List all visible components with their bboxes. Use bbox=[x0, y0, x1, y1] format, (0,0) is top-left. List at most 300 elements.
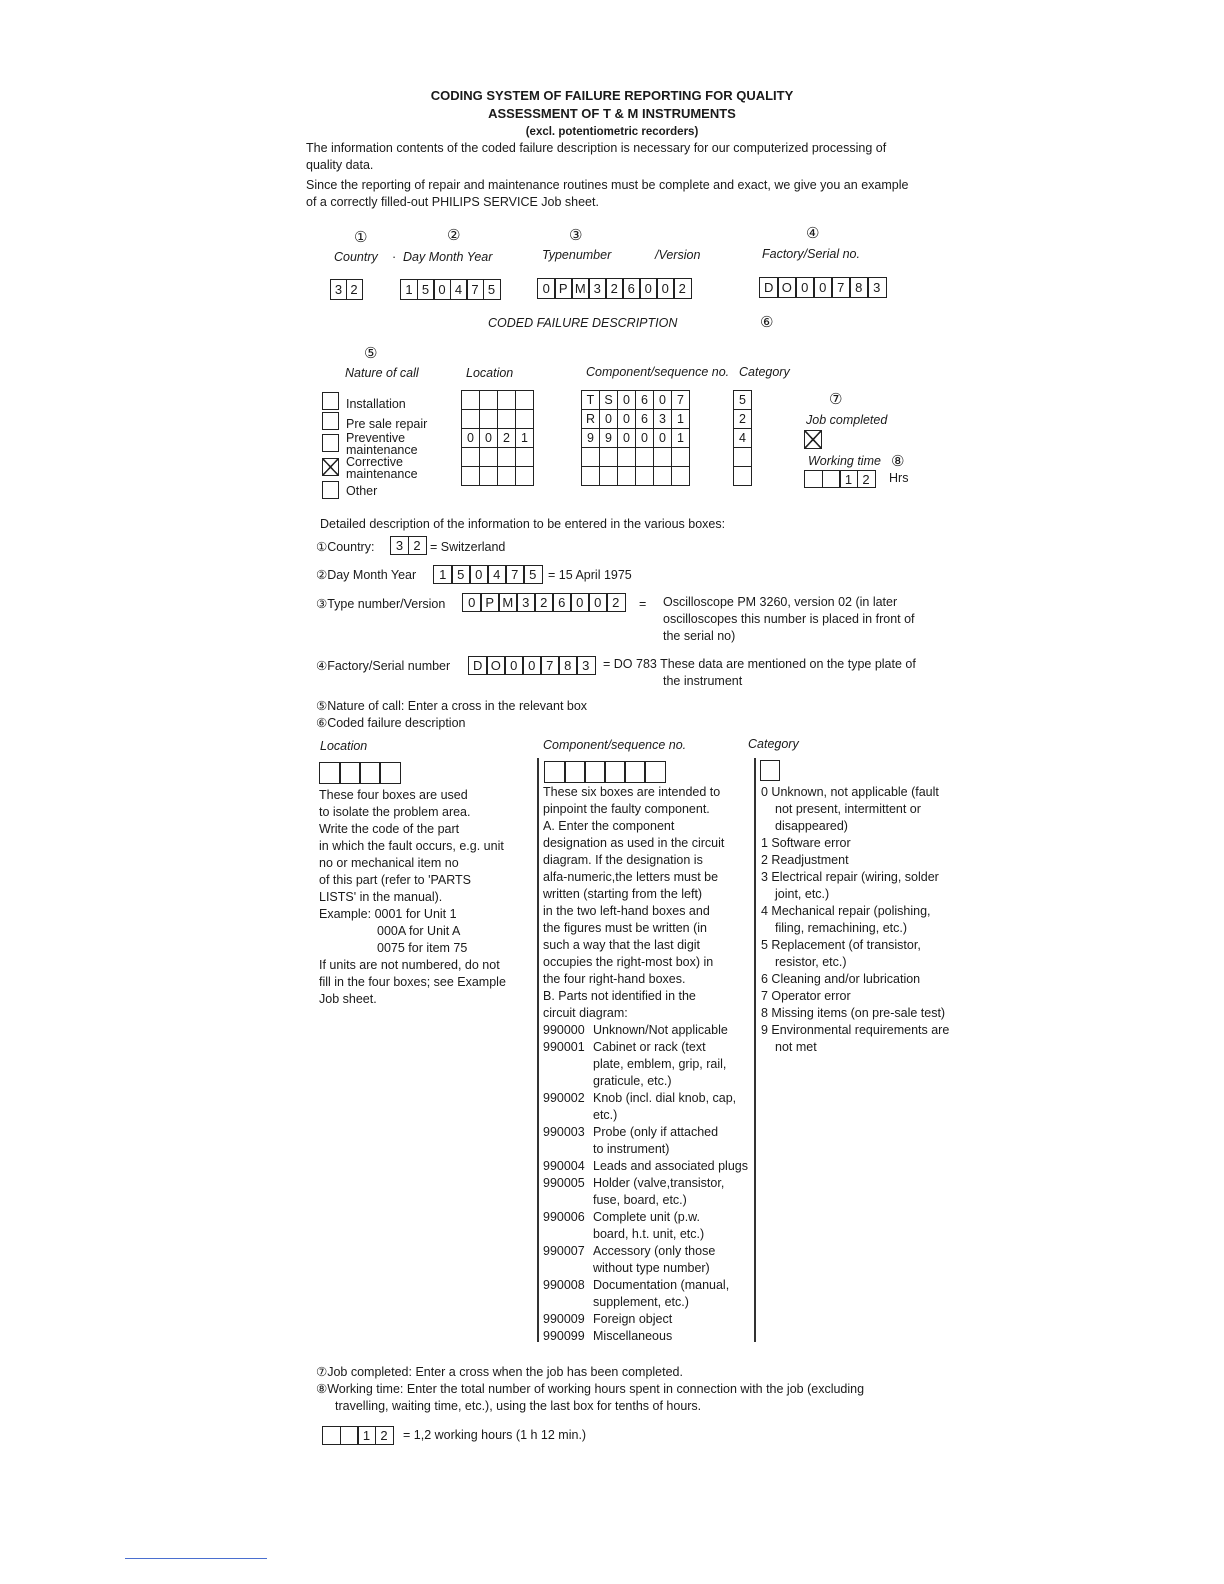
grid-cell bbox=[516, 410, 534, 429]
code-cell bbox=[624, 761, 646, 783]
bottom-rule bbox=[125, 1558, 267, 1559]
code-value: 990004 bbox=[543, 1159, 585, 1173]
grid-cell bbox=[498, 410, 516, 429]
code-description: Miscellaneous bbox=[593, 1329, 673, 1343]
code-value: 990002 bbox=[543, 1091, 585, 1105]
text-line: designation as used in the circuit bbox=[543, 836, 725, 850]
coded-failure-heading: CODED FAILURE DESCRIPTION bbox=[488, 316, 678, 330]
detail-country-boxes bbox=[390, 536, 427, 555]
label-country: Country bbox=[334, 250, 378, 264]
code-cell: 3 bbox=[588, 278, 607, 299]
code-line bbox=[543, 1192, 753, 1209]
grid-cell: 6 bbox=[636, 391, 654, 410]
detail-country-label: ①Country: bbox=[316, 540, 375, 554]
grid-cell: 9 bbox=[582, 429, 600, 448]
text-line: 3 Electrical repair (wiring, solder bbox=[761, 870, 939, 884]
grid-cell bbox=[734, 448, 752, 467]
column-category-box bbox=[760, 760, 780, 781]
grid-cell: 4 bbox=[734, 429, 752, 448]
code-description: to instrument) bbox=[593, 1142, 670, 1156]
footer-job-completed: ⑦Job completed: Enter a cross when the job has been completed. bbox=[316, 1365, 683, 1379]
code-cell bbox=[379, 762, 401, 784]
intro-paragraph-2: Since the reporting of repair and maintenance routines must be complete and exact, we give you an example of a correctly filled-out PHILIPS SERVICE Job sheet. bbox=[306, 178, 909, 209]
text-line: joint, etc.) bbox=[775, 887, 830, 901]
code-description: Documentation (manual, bbox=[593, 1278, 730, 1292]
code-cell: 2 bbox=[606, 593, 626, 612]
code-cell: 2 bbox=[408, 536, 427, 555]
text-line: These four boxes are used bbox=[319, 788, 468, 802]
code-line bbox=[543, 1107, 753, 1124]
component-grid bbox=[581, 390, 690, 486]
text-line: 9 Environmental requirements are bbox=[761, 1023, 950, 1037]
column-category-title: Category bbox=[748, 737, 799, 751]
grid-cell bbox=[600, 467, 618, 486]
code-cell bbox=[584, 761, 606, 783]
code-cell: 0 bbox=[504, 656, 524, 675]
code-description: etc.) bbox=[593, 1108, 618, 1122]
grid-cell bbox=[480, 410, 498, 429]
code-value bbox=[543, 1141, 593, 1158]
grid-cell bbox=[636, 467, 654, 486]
marker-3: ③ bbox=[569, 227, 583, 244]
text-line: fill in the four boxes; see Example bbox=[319, 975, 506, 989]
title-line-3: (excl. potentiometric recorders) bbox=[525, 126, 699, 138]
label-dot: · bbox=[392, 250, 397, 264]
marker-6: ⑥ bbox=[760, 314, 774, 331]
code-description: Leads and associated plugs bbox=[593, 1159, 748, 1173]
grid-cell bbox=[672, 448, 690, 467]
code-cell: 0 bbox=[639, 278, 658, 299]
code-cell bbox=[319, 762, 341, 784]
marker-5: ⑤ bbox=[364, 345, 378, 362]
grid-cell bbox=[618, 467, 636, 486]
grid-cell bbox=[600, 448, 618, 467]
grid-cell bbox=[462, 391, 480, 410]
code-line bbox=[543, 1158, 753, 1175]
code-cell: P bbox=[480, 593, 500, 612]
code-cell bbox=[644, 761, 666, 783]
text-line: to isolate the problem area. bbox=[319, 805, 471, 819]
code-description: without type number) bbox=[593, 1261, 710, 1275]
code-cell: O bbox=[486, 656, 506, 675]
text-line: pinpoint the faulty component. bbox=[543, 802, 710, 816]
code-line bbox=[543, 1226, 753, 1243]
grid-cell bbox=[734, 467, 752, 486]
text-line: Write the code of the part bbox=[319, 822, 460, 836]
grid-cell bbox=[582, 448, 600, 467]
code-cell: 6 bbox=[552, 593, 572, 612]
code-cell: D bbox=[468, 656, 488, 675]
grid-cell: 0 bbox=[654, 429, 672, 448]
code-cell: 0 bbox=[522, 656, 542, 675]
detail-type-eq: = bbox=[639, 597, 647, 611]
marker-8: ⑧ bbox=[891, 453, 905, 470]
code-value bbox=[543, 1294, 593, 1311]
text-line: circuit diagram: bbox=[543, 1006, 628, 1020]
text-line: the figures must be written (in bbox=[543, 921, 707, 935]
code-cell bbox=[322, 1426, 341, 1445]
grid-cell: 0 bbox=[462, 429, 480, 448]
grid-cell bbox=[498, 467, 516, 486]
grid-cell bbox=[480, 467, 498, 486]
text-line: These six boxes are intended to bbox=[543, 785, 721, 799]
code-description: graticule, etc.) bbox=[593, 1074, 672, 1088]
intro-paragraph-1: The information contents of the coded failure description is necessary for our computerized processing of quality data. bbox=[306, 141, 887, 172]
checkbox-pre-sale[interactable] bbox=[322, 412, 339, 430]
marker-1: ① bbox=[354, 229, 368, 246]
grid-cell bbox=[582, 467, 600, 486]
column-location-boxes bbox=[319, 762, 401, 784]
detail-nature: ⑤Nature of call: Enter a cross in the relevant box bbox=[316, 699, 588, 713]
label-typenumber: Typenumber bbox=[542, 248, 612, 262]
text-line: disappeared) bbox=[775, 819, 848, 833]
grid-cell: 0 bbox=[636, 429, 654, 448]
code-line bbox=[543, 1141, 753, 1158]
detail-serial-result: = DO 783 These data are mentioned on the type plate of the instrument bbox=[603, 657, 916, 688]
detail-coded: ⑥Coded failure description bbox=[316, 716, 466, 730]
text-line: written (starting from the left) bbox=[543, 887, 703, 901]
code-line bbox=[543, 1090, 753, 1107]
grid-cell: S bbox=[600, 391, 618, 410]
text-line: 0075 for item 75 bbox=[377, 941, 468, 955]
grid-cell bbox=[462, 448, 480, 467]
date-boxes bbox=[400, 279, 501, 300]
column-location-title: Location bbox=[320, 739, 368, 753]
detail-serial-label: ④Factory/Serial number bbox=[316, 659, 451, 673]
grid-cell: 0 bbox=[480, 429, 498, 448]
text-line: not met bbox=[775, 1040, 817, 1054]
grid-cell: 0 bbox=[654, 391, 672, 410]
code-value bbox=[543, 1107, 593, 1124]
grid-cell bbox=[672, 467, 690, 486]
category-description bbox=[761, 784, 976, 1056]
code-description: Foreign object bbox=[593, 1312, 673, 1326]
grid-cell bbox=[462, 410, 480, 429]
code-cell: 3 bbox=[390, 536, 409, 555]
label-date: Day Month Year bbox=[403, 250, 493, 264]
text-line: alfa-numeric,the letters must be bbox=[543, 870, 719, 884]
location-description bbox=[319, 787, 534, 1008]
code-line bbox=[543, 1039, 753, 1056]
detail-date-result: = 15 April 1975 bbox=[548, 568, 632, 582]
code-line bbox=[543, 1175, 753, 1192]
label-job-completed: Job completed bbox=[806, 413, 888, 427]
code-cell: 8 bbox=[558, 656, 578, 675]
text-line: LISTS' in the manual). bbox=[319, 890, 443, 904]
column-component-title: Component/sequence no. bbox=[543, 738, 687, 752]
country-boxes bbox=[330, 279, 363, 300]
code-line bbox=[543, 1022, 753, 1039]
label-serial: Factory/Serial no. bbox=[762, 247, 860, 261]
code-cell bbox=[564, 761, 586, 783]
detail-type-label: ③Type number/Version bbox=[316, 597, 446, 611]
code-description: Unknown/Not applicable bbox=[593, 1023, 728, 1037]
checkbox-installation[interactable] bbox=[322, 392, 339, 410]
code-cell bbox=[359, 762, 381, 784]
grid-cell bbox=[462, 467, 480, 486]
grid-cell: 7 bbox=[672, 391, 690, 410]
checkbox-job-completed[interactable] bbox=[804, 430, 822, 449]
code-line bbox=[543, 1243, 753, 1260]
grid-cell: 0 bbox=[600, 410, 618, 429]
text-line: diagram. If the designation is bbox=[543, 853, 703, 867]
text-line: Example: 0001 for Unit 1 bbox=[319, 907, 457, 921]
label-version: /Version bbox=[655, 248, 701, 262]
code-value: 990000 bbox=[543, 1023, 585, 1037]
code-cell: 3 bbox=[330, 279, 347, 300]
code-description: board, h.t. unit, etc.) bbox=[593, 1227, 705, 1241]
detail-type-boxes bbox=[462, 593, 626, 612]
grid-cell: 1 bbox=[672, 410, 690, 429]
label-hrs: Hrs bbox=[889, 471, 909, 485]
text-line: not present, intermittent or bbox=[775, 802, 921, 816]
grid-cell: 5 bbox=[734, 391, 752, 410]
detail-serial-boxes bbox=[468, 656, 596, 675]
footer-working-time: ⑧Working time: Enter the total number of working hours spent in connection with the job (excluding travelling, waiting time, etc.), using the last box for tenths of hours. bbox=[316, 1382, 865, 1413]
code-cell bbox=[544, 761, 566, 783]
footer-hours-result: = 1,2 working hours (1 h 12 min.) bbox=[403, 1428, 587, 1442]
code-cell: 3 bbox=[867, 277, 887, 298]
grid-cell: 3 bbox=[654, 410, 672, 429]
code-cell: O bbox=[777, 277, 797, 298]
code-cell: 2 bbox=[534, 593, 554, 612]
code-cell: 0 bbox=[795, 277, 815, 298]
checkbox-preventive[interactable] bbox=[322, 434, 339, 452]
checkbox-other[interactable] bbox=[322, 481, 339, 499]
option-installation: Installation bbox=[346, 397, 406, 411]
details-intro: Detailed description of the information to be entered in the various boxes: bbox=[320, 517, 726, 531]
grid-cell bbox=[498, 391, 516, 410]
code-cell: 3 bbox=[516, 593, 536, 612]
detail-date-boxes bbox=[433, 565, 543, 584]
code-cell: 4 bbox=[450, 279, 468, 300]
text-line: occupies the right-most box) in bbox=[543, 955, 714, 969]
code-cell: 1 bbox=[357, 1426, 376, 1445]
code-cell bbox=[804, 470, 823, 488]
code-cell: 5 bbox=[417, 279, 435, 300]
text-line: Job sheet. bbox=[319, 992, 377, 1006]
detail-date-label: ②Day Month Year bbox=[316, 568, 417, 582]
code-description: Accessory (only those bbox=[593, 1244, 716, 1258]
code-cell: 2 bbox=[673, 278, 692, 299]
code-line bbox=[543, 1073, 753, 1090]
code-value bbox=[543, 1073, 593, 1090]
component-description bbox=[543, 784, 753, 1345]
code-cell: 2 bbox=[375, 1426, 394, 1445]
code-line bbox=[543, 1277, 753, 1294]
text-line: 1 Software error bbox=[761, 836, 851, 850]
text-line: 8 Missing items (on pre-sale test) bbox=[761, 1006, 946, 1020]
detail-country-result: = Switzerland bbox=[430, 540, 506, 554]
code-description: fuse, board, etc.) bbox=[593, 1193, 687, 1207]
grid-cell: T bbox=[582, 391, 600, 410]
grid-cell: 6 bbox=[636, 410, 654, 429]
grid-cell bbox=[516, 391, 534, 410]
grid-cell bbox=[636, 448, 654, 467]
text-line: 2 Readjustment bbox=[761, 853, 849, 867]
code-description: Cabinet or rack (text bbox=[593, 1040, 706, 1054]
code-line bbox=[543, 1260, 753, 1277]
grid-cell: 1 bbox=[516, 429, 534, 448]
code-description: Knob (incl. dial knob, cap, bbox=[593, 1091, 737, 1105]
code-line bbox=[543, 1328, 753, 1345]
code-value: 990009 bbox=[543, 1312, 585, 1326]
code-line bbox=[543, 1124, 753, 1141]
code-cell: 0 bbox=[570, 593, 590, 612]
grid-cell: 9 bbox=[600, 429, 618, 448]
text-line: in the two left-hand boxes and bbox=[543, 904, 710, 918]
code-line bbox=[543, 1294, 753, 1311]
column-divider-right bbox=[754, 758, 756, 1342]
category-grid bbox=[733, 390, 752, 486]
code-cell: 0 bbox=[462, 593, 482, 612]
code-cell: 0 bbox=[433, 279, 451, 300]
column-divider-left bbox=[537, 758, 539, 1342]
option-pre-sale: Pre sale repair bbox=[346, 417, 428, 431]
code-cell: 2 bbox=[605, 278, 624, 299]
code-cell: 0 bbox=[469, 565, 489, 584]
code-cell: 7 bbox=[831, 277, 851, 298]
option-preventive: Preventive maintenance bbox=[346, 431, 418, 457]
footer-hours-boxes bbox=[322, 1426, 394, 1445]
code-cell: 3 bbox=[576, 656, 596, 675]
title-line-2: ASSESSMENT OF T & M INSTRUMENTS bbox=[488, 106, 736, 121]
text-line: such a way that the last digit bbox=[543, 938, 701, 952]
grid-cell bbox=[654, 448, 672, 467]
grid-cell: R bbox=[582, 410, 600, 429]
grid-cell bbox=[480, 448, 498, 467]
location-grid bbox=[461, 390, 534, 486]
code-value bbox=[543, 1260, 593, 1277]
label-location: Location bbox=[466, 366, 514, 380]
code-value bbox=[543, 1056, 593, 1073]
detail-type-description: Oscilloscope PM 3260, version 02 (in later oscilloscopes this number is placed in front of the serial no) bbox=[663, 595, 915, 643]
code-description: Complete unit (p.w. bbox=[593, 1210, 700, 1224]
code-description: supplement, etc.) bbox=[593, 1295, 689, 1309]
text-line: 7 Operator error bbox=[761, 989, 851, 1003]
grid-cell bbox=[516, 467, 534, 486]
code-description: Probe (only if attached bbox=[593, 1125, 719, 1139]
text-line: the four right-hand boxes. bbox=[543, 972, 686, 986]
code-cell: 2 bbox=[346, 279, 363, 300]
grid-cell bbox=[498, 448, 516, 467]
code-value: 990007 bbox=[543, 1244, 585, 1258]
text-line: 5 Replacement (of transistor, bbox=[761, 938, 921, 952]
title-line-1: CODING SYSTEM OF FAILURE REPORTING FOR QUALITY bbox=[430, 88, 794, 103]
marker-4: ④ bbox=[806, 225, 820, 242]
grid-cell: 2 bbox=[734, 410, 752, 429]
grid-cell bbox=[516, 448, 534, 467]
code-cell: 5 bbox=[523, 565, 543, 584]
grid-cell bbox=[654, 467, 672, 486]
code-cell: P bbox=[554, 278, 573, 299]
text-line: resistor, etc.) bbox=[775, 955, 847, 969]
serial-boxes bbox=[759, 277, 887, 298]
code-cell: 7 bbox=[540, 656, 560, 675]
text-line: A. Enter the component bbox=[543, 819, 675, 833]
text-line: filing, remachining, etc.) bbox=[775, 921, 908, 935]
code-cell: D bbox=[759, 277, 779, 298]
code-value: 990001 bbox=[543, 1040, 585, 1054]
column-component-boxes bbox=[544, 761, 666, 783]
grid-cell bbox=[618, 448, 636, 467]
label-nature-of-call: Nature of call bbox=[345, 366, 419, 380]
text-line: of this part (refer to 'PARTS bbox=[319, 873, 471, 887]
code-cell: 7 bbox=[505, 565, 525, 584]
code-value: 990003 bbox=[543, 1125, 585, 1139]
code-value: 990008 bbox=[543, 1278, 585, 1292]
working-time-boxes bbox=[804, 470, 876, 488]
checkbox-corrective[interactable] bbox=[322, 458, 339, 476]
code-line bbox=[543, 1311, 753, 1328]
grid-cell: 0 bbox=[618, 429, 636, 448]
code-cell bbox=[340, 1426, 359, 1445]
grid-cell: 0 bbox=[618, 391, 636, 410]
code-cell: 7 bbox=[466, 279, 484, 300]
text-line: in which the fault occurs, e.g. unit bbox=[319, 839, 504, 853]
marker-7: ⑦ bbox=[829, 391, 843, 408]
code-cell: 5 bbox=[483, 279, 501, 300]
code-cell: 2 bbox=[857, 470, 876, 488]
code-value bbox=[543, 1226, 593, 1243]
text-line: 4 Mechanical repair (polishing, bbox=[761, 904, 931, 918]
grid-cell: 1 bbox=[672, 429, 690, 448]
code-cell: 0 bbox=[656, 278, 675, 299]
code-value: 990005 bbox=[543, 1176, 585, 1190]
code-cell: 4 bbox=[487, 565, 507, 584]
text-line: 000A for Unit A bbox=[377, 924, 461, 938]
text-line: no or mechanical item no bbox=[319, 856, 459, 870]
code-cell: 8 bbox=[849, 277, 869, 298]
code-cell: 0 bbox=[588, 593, 608, 612]
code-description: Holder (valve,transistor, bbox=[593, 1176, 725, 1190]
code-line bbox=[543, 1209, 753, 1226]
code-cell: 0 bbox=[537, 278, 556, 299]
code-cell: 1 bbox=[433, 565, 453, 584]
text-line: B. Parts not identified in the bbox=[543, 989, 696, 1003]
grid-cell: 0 bbox=[618, 410, 636, 429]
text-line: 6 Cleaning and/or lubrication bbox=[761, 972, 921, 986]
code-cell: 5 bbox=[451, 565, 471, 584]
document-title bbox=[0, 87, 1224, 141]
code-value bbox=[543, 1192, 593, 1209]
code-cell: 1 bbox=[839, 470, 858, 488]
grid-cell: 2 bbox=[498, 429, 516, 448]
code-cell: 6 bbox=[622, 278, 641, 299]
text-line: 0 Unknown, not applicable (fault bbox=[761, 785, 939, 799]
code-cell: M bbox=[498, 593, 518, 612]
code-description: plate, emblem, grip, rail, bbox=[593, 1057, 727, 1071]
text-line: If units are not numbered, do not bbox=[319, 958, 500, 972]
code-value: 990006 bbox=[543, 1210, 585, 1224]
code-line bbox=[543, 1056, 753, 1073]
type-boxes bbox=[537, 278, 692, 299]
label-category: Category bbox=[739, 365, 790, 379]
label-component: Component/sequence no. bbox=[586, 365, 730, 379]
grid-cell bbox=[480, 391, 498, 410]
code-cell bbox=[604, 761, 626, 783]
code-cell: M bbox=[571, 278, 590, 299]
code-cell bbox=[339, 762, 361, 784]
code-value: 990099 bbox=[543, 1329, 585, 1343]
code-cell bbox=[822, 470, 841, 488]
option-corrective: Corrective maintenance bbox=[346, 455, 418, 481]
code-cell: 0 bbox=[813, 277, 833, 298]
marker-2: ② bbox=[447, 227, 461, 244]
label-working-time: Working time bbox=[808, 454, 881, 468]
code-cell: 1 bbox=[400, 279, 418, 300]
option-other: Other bbox=[346, 484, 378, 498]
